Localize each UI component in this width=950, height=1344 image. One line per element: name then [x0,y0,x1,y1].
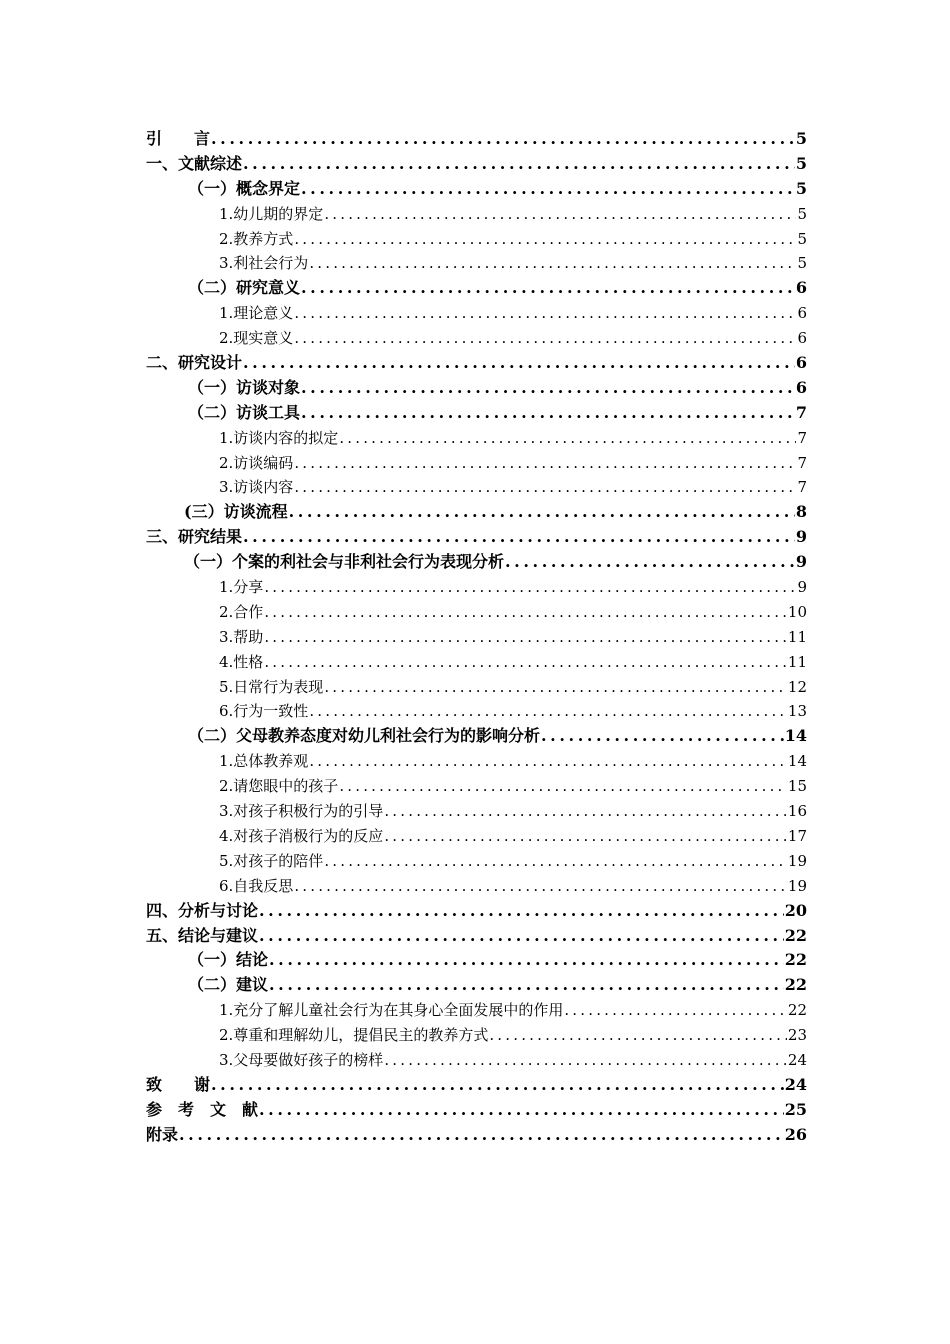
toc-entry[interactable] [146,177,807,202]
toc-entry[interactable] [146,948,807,973]
toc-leader-dots [301,276,795,301]
toc-leader-dots [309,699,787,724]
toc-page-number: 9 [795,527,807,547]
toc-entry-title: 3.访谈内容 [219,478,294,497]
toc-entry-title: （一）访谈对象 [188,377,301,397]
toc-page-number: 24 [784,1074,807,1094]
toc-entry[interactable] [146,1073,807,1098]
toc-entry-title: 引 言 [146,129,211,148]
toc-page-number: 5 [797,229,807,248]
toc-page-number: 9 [797,578,807,597]
toc-page-number: 19 [787,851,807,870]
toc-entry-title: （二）访谈工具 [188,402,301,422]
toc-page-number: 13 [787,702,807,721]
toc-entry-title: 2.教养方式 [219,229,294,248]
toc-page-number: 5 [797,204,807,223]
toc-page-number: 6 [797,304,807,323]
toc-entry[interactable] [146,475,807,500]
toc-page-number: 5 [795,129,807,148]
toc-leader-dots [243,525,795,550]
toc-entry[interactable] [146,351,807,376]
toc-entry-title: 6.行为一致性 [219,702,309,721]
toc-entry[interactable] [146,749,807,774]
toc-page-number: 15 [787,777,807,796]
toc-page-number: 6 [795,353,807,373]
toc-entry-title: （二）建议 [188,975,269,995]
toc-leader-dots [324,675,787,700]
toc-entry[interactable] [146,824,807,849]
toc-leader-dots [324,849,787,874]
toc-page-number: 10 [787,602,807,621]
toc-entry[interactable] [146,326,807,351]
toc-entry-title: （一）概念界定 [188,178,301,198]
toc-leader-dots [211,1073,784,1098]
toc-page-number: 7 [797,478,807,497]
toc-leader-dots [179,1123,784,1148]
toc-entry-title: 2.现实意义 [219,329,294,348]
toc-entry[interactable] [146,202,807,227]
toc-leader-dots [301,401,795,426]
toc-entry-title: 3.帮助 [219,627,264,646]
toc-entry-title: 5.日常行为表现 [219,677,324,696]
toc-leader-dots [294,301,796,326]
toc-leader-dots [269,948,784,973]
toc-entry-title: 4.性格 [219,652,264,671]
toc-entry[interactable] [146,625,807,650]
toc-page-number: 7 [797,453,807,472]
toc-page-number: 16 [787,802,807,821]
toc-leader-dots [324,202,796,227]
toc-entry[interactable] [146,724,807,749]
toc-entry-title: 三、研究结果 [146,527,243,547]
toc-leader-dots [264,600,787,625]
toc-leader-dots [505,550,795,575]
toc-entry[interactable] [146,1123,807,1148]
toc-entry[interactable] [146,699,807,724]
toc-page-number: 20 [784,900,807,920]
toc-entry-title: 4.对孩子消极行为的反应 [219,826,384,845]
toc-entry[interactable] [146,1048,807,1073]
toc-page-number: 24 [787,1050,807,1069]
toc-leader-dots [309,749,787,774]
toc-leader-dots [309,251,796,276]
toc-entry-title: 5.对孩子的陪伴 [219,851,324,870]
toc-entry-title: 1.充分了解儿童社会行为在其身心全面发展中的作用 [219,1001,564,1020]
toc-entry[interactable] [146,426,807,451]
toc-entry[interactable] [146,451,807,476]
toc-entry[interactable] [146,376,807,401]
toc-page-number: 12 [787,677,807,696]
toc-entry[interactable] [146,525,807,550]
toc-page-number: 8 [795,502,807,522]
toc-entry-title: 参 考 文 献 [146,1099,259,1119]
table-of-contents [146,127,807,1148]
toc-page-number: 14 [787,752,807,771]
toc-leader-dots [384,824,787,849]
toc-leader-dots [259,1098,784,1123]
toc-page-number: 17 [787,826,807,845]
toc-leader-dots [259,924,784,949]
toc-entry[interactable] [146,650,807,675]
toc-entry[interactable] [146,251,807,276]
toc-entry-title: 四、分析与讨论 [146,900,259,920]
toc-leader-dots [384,1048,787,1073]
toc-entry[interactable] [146,924,807,949]
toc-page-number: 5 [797,254,807,273]
toc-entry-title: （一）结论 [188,950,269,970]
toc-entry[interactable] [146,600,807,625]
toc-page-number: 5 [795,178,807,198]
toc-leader-dots [243,351,795,376]
toc-entry-title: （二）研究意义 [188,278,301,298]
toc-entry[interactable] [146,973,807,998]
toc-page-number: 25 [784,1099,807,1119]
toc-entry-title: (三）访谈流程 [184,502,288,522]
toc-entry[interactable] [146,1023,807,1048]
toc-entry-title: 1.访谈内容的拟定 [219,428,339,447]
toc-entry-title: 2.合作 [219,602,264,621]
toc-entry-title: 6.自我反思 [219,876,294,895]
toc-entry-title: 五、结论与建议 [146,925,259,945]
toc-leader-dots [384,799,787,824]
toc-entry-title: 3.利社会行为 [219,254,309,273]
toc-entry[interactable] [146,849,807,874]
toc-entry-title: 一、文献综述 [146,153,243,173]
toc-leader-dots [211,127,795,152]
toc-entry-title: 1.理论意义 [219,304,294,323]
toc-leader-dots [564,998,787,1023]
toc-leader-dots [269,973,784,998]
toc-entry-title: 2.访谈编码 [219,453,294,472]
toc-entry[interactable] [146,301,807,326]
toc-page-number: 22 [784,950,807,970]
toc-page-number: 22 [784,975,807,995]
toc-entry-title: 1.分享 [219,578,264,597]
toc-page-number: 11 [787,652,807,671]
toc-page-number: 7 [797,428,807,447]
toc-entry-title: 2.请您眼中的孩子 [219,777,339,796]
toc-leader-dots [294,874,787,899]
toc-page-number: 19 [787,876,807,895]
toc-leader-dots [243,152,795,177]
toc-entry[interactable] [146,1098,807,1123]
toc-entry[interactable] [146,227,807,252]
toc-page-number: 26 [784,1124,807,1144]
toc-page-number: 11 [787,627,807,646]
toc-leader-dots [289,500,795,525]
toc-leader-dots [264,625,787,650]
toc-leader-dots [264,575,796,600]
toc-entry-title: 3.对孩子积极行为的引导 [219,802,384,821]
toc-entry[interactable] [146,276,807,301]
toc-entry-title: 致 谢 [146,1074,211,1094]
toc-leader-dots [339,774,787,799]
toc-entry[interactable] [146,899,807,924]
toc-entry[interactable] [146,675,807,700]
toc-entry[interactable] [146,401,807,426]
toc-leader-dots [541,724,784,749]
toc-page-number: 6 [795,278,807,298]
toc-leader-dots [294,451,796,476]
toc-leader-dots [294,475,796,500]
toc-entry[interactable] [146,799,807,824]
toc-entry-title: 3.父母要做好孩子的榜样 [219,1050,384,1069]
toc-entry[interactable] [146,774,807,799]
toc-leader-dots [294,326,796,351]
toc-entry-title: （一）个案的利社会与非利社会行为表现分析 [184,552,505,572]
toc-page-number: 9 [795,552,807,572]
toc-entry-title: 附录 [146,1124,179,1144]
toc-entry[interactable] [146,127,807,152]
toc-page-number: 6 [795,377,807,397]
toc-leader-dots [339,426,796,451]
toc-leader-dots [264,650,787,675]
toc-entry-title: 1.总体教养观 [219,752,309,771]
toc-page-number: 14 [784,726,807,746]
toc-page-number: 5 [795,153,807,173]
toc-entry[interactable] [146,152,807,177]
toc-leader-dots [489,1023,787,1048]
toc-page-number: 22 [787,1001,807,1020]
toc-leader-dots [301,177,795,202]
toc-entry[interactable] [146,575,807,600]
toc-entry-title: 1.幼儿期的界定 [219,204,324,223]
toc-page-number: 6 [797,329,807,348]
toc-leader-dots [294,227,796,252]
toc-entry[interactable] [146,550,807,575]
toc-entry-title: 二、研究设计 [146,353,243,373]
toc-entry-title: （二）父母教养态度对幼儿利社会行为的影响分析 [188,726,541,746]
toc-page-number: 23 [787,1026,807,1045]
toc-entry[interactable] [146,874,807,899]
toc-leader-dots [301,376,795,401]
toc-page-number: 22 [784,925,807,945]
toc-entry[interactable] [146,998,807,1023]
toc-entry[interactable] [146,500,807,525]
toc-leader-dots [259,899,784,924]
toc-page-number: 7 [795,402,807,422]
toc-entry-title: 2.尊重和理解幼儿，提倡民主的教养方式 [219,1026,489,1045]
